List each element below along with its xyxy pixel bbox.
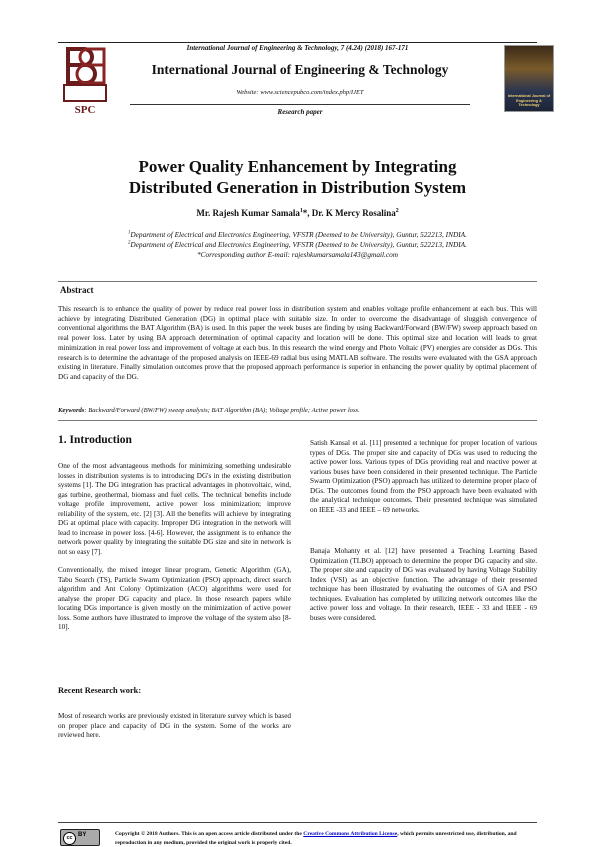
logo-text: SPC — [74, 104, 96, 116]
keywords — [58, 407, 537, 414]
affiliation-2 — [60, 240, 535, 249]
affiliation-2-text: Department of Electrical and Electronics Engineering, VFSTR (Deemed to be University), Guntur, 522213, INDIA. — [130, 240, 467, 249]
author-separator: , — [307, 208, 312, 218]
journal-cover-image — [504, 45, 554, 112]
affiliation-1-text: Department of Electrical and Electronics Engineering, VFSTR (Deemed to be University), Guntur, 522213, INDIA. — [130, 230, 467, 239]
intro-paragraph-4: Satish Kansal et al. [11] presented a technique for proper location of various types of DGs. The proper site and capacity of DGs was used to reducing the active power loss. Various types of DGs providing real and reactive power at various buses have been considered in their presented technique. The Particle Swarm Optimization (PSO) approach has utilized to determine proper place of DGs. The outcomes found from the PSO approach have been evaluated with the analytical technique outcomes. Their presented technique was simulated on IEEE -33 and IEEE – 69 networks. — [310, 439, 537, 514]
abstract-heading: Abstract — [60, 285, 94, 295]
intro-paragraph-3: Most of research works are previously existed in literature survey which is based on proper place and capacity of DG in the system. Some of the works are reviewed here. — [58, 712, 291, 739]
paper-title-line-1: Power Quality Enhancement by Integrating — [138, 157, 457, 176]
header-top-rule — [58, 42, 537, 43]
keywords-label: Keywords — [58, 407, 85, 414]
affiliation-1 — [60, 230, 535, 239]
keywords-text: : Backward/Forward (BW/FW) sweep analysis; BAT Algorithm (BA); Voltage profile; Active power loss. — [84, 407, 360, 414]
affiliation-2-number: 2 — [128, 240, 131, 246]
paper-title — [60, 156, 535, 198]
footer-rule — [58, 822, 537, 823]
copyright-text-end: , which permits unrestricted use, distribution, and reproduction in any medium, provided the original work is properly cited. — [115, 831, 517, 846]
recent-research-heading: Recent Research work: — [58, 686, 142, 695]
paper-title-line-2: Distributed Generation in Distribution System — [128, 178, 467, 197]
section-heading-introduction: 1. Introduction — [58, 434, 132, 446]
copyright-text-start: Copyright © 2018 Authors. This is an open access article distributed under the — [115, 831, 304, 837]
cc-license-badge[interactable] — [60, 829, 100, 846]
paper-type-label: Research paper — [277, 108, 323, 116]
author-2: Dr. K Mercy Rosalina — [311, 208, 396, 218]
abstract-text: This research is to enhance the quality of power by reduce real power loss in distribution system and enables voltage profile enhancement at each bus. This will achieve by integrating Distributed Generation (DG) in optimal place with suitable size. In order to overcome the disadvantage of sluggish convergence of conventional algorithms the BAT Algorithm (BA) is used. In this paper the week buses are finding by using Backward/Forward (BW/FW) sweep approach based on real power loss. Later by using BA approach determination of optimal capacity and location will be done. This optimal size and location will leads to great minimization in real power loss and improvement of voltage at each bus. In this research the wind energy and Photo Voltaic (PV) energies are consider as DGs. This research is to determine the advantage of the proposed analysis on IEEE-69 radial bus using MATLAB software. The results were evaluated with the GSA approach existing in literature. Finally simulation outcomes prove that the proposed approach performance is superior in enhancing the power quality by optimal placement of DG and capacity of the DG. — [58, 305, 537, 381]
affiliation-1-number: 1 — [128, 230, 131, 236]
copyright-notice — [115, 830, 537, 847]
publisher-logo — [60, 45, 110, 120]
author-list — [60, 208, 535, 218]
intro-paragraph-5: Banaja Mohanty et al. [12] have presented a Teaching Learning Based Optimization (TLBO) approach to determine the proper DG capacity and site. The proper site and capacity of DG was evaluated by having Voltage Stability Index (VSI) as an objective function. The advantage of their presented technique has been illustrated by evaluating the outcomes of GA and PSO techniques. Evaluation has completed by utilizing network outcomes like the active power loss and voltage. In their research, IEEE - 33 and IEEE - 69 buses were considered. — [310, 547, 537, 622]
author-1: Mr. Rajesh Kumar Samala — [196, 208, 300, 218]
cover-title: International Journal of Engineering & Technology — [507, 94, 551, 107]
cc-by-icon: BY — [78, 832, 87, 838]
header-divider — [130, 104, 470, 105]
license-link[interactable]: Creative Commons Attribution License — [303, 831, 398, 837]
intro-paragraph-1: One of the most advantageous methods for minimizing something undesirable losses in distribution systems is to introducing DG's in the existing distribution systems [1]. The DG integration has practical advantages in photovoltaic, wind, gas turbine, geothermal, biomass and fuel cells. The technical benefits include voltage profile improvement, active power loss minimization; improve reliability of the system, etc. [2] [3]. All the benefits will achieve by integrating DG at optimal place with capacity. Improper DG integration in the network will lead to increase in power loss. [4-6]. However, the assignment is to enhance the network power quality by integrating the suitable DG size and site in network is not so easy [7]. — [58, 462, 291, 556]
journal-website[interactable]: Website: www.sciencepubco.com/index.php/IJET — [236, 89, 364, 96]
intro-paragraph-2: Conventionally, the mixed integer linear program, Genetic Algorithm (GA), Tabu Search (TS), Particle Swarm Optimization (PSO) approach, direct search algorithm and Ant Colony Optimization (ACO) algorithms were used for analyse the proper DG capacity and place. In those research papers while locating DGs importance is given mostly on the minimization of active power loss. Some authors have illustrated to improve the voltage of the system also [8-10]. — [58, 566, 291, 631]
author-2-affiliation: 2 — [395, 208, 399, 214]
author-1-affiliation: 1 — [299, 208, 303, 214]
corresponding-mark: * — [302, 208, 308, 218]
journal-title: International Journal of Engineering & Technology — [151, 62, 449, 77]
corresponding-author: *Corresponding author E-mail: rajeshkumarsamala143@gmail.com — [196, 250, 399, 259]
journal-citation: International Journal of Engineering & Technology, 7 (4.24) (2018) 167-171 — [186, 44, 409, 52]
cc-icon: cc — [63, 832, 76, 845]
